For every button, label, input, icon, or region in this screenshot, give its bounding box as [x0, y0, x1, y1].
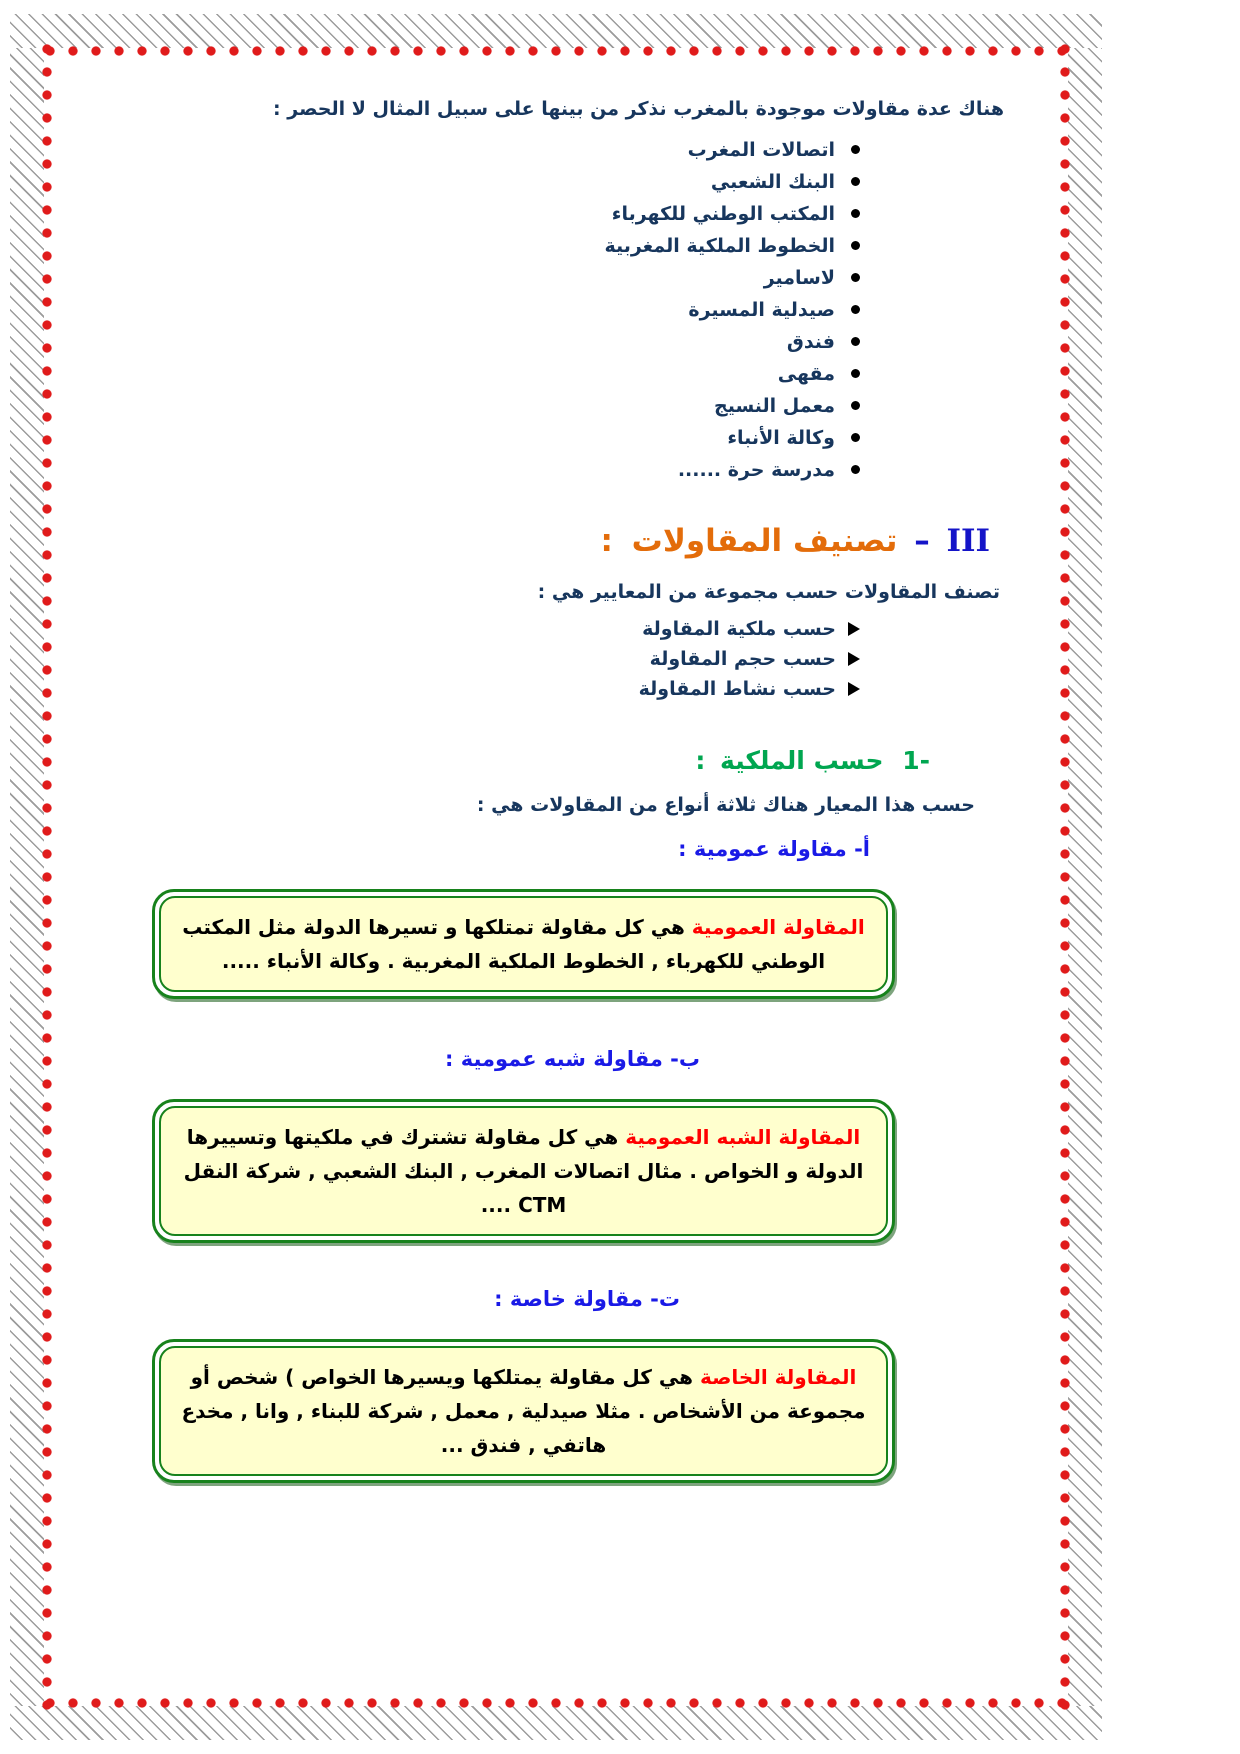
border-dots-bottom: [34, 1694, 1078, 1712]
criteria-item: حسب ملكية المقاولة: [110, 614, 860, 644]
section-numeral: III: [946, 523, 990, 559]
ownership-heading-number: 1-: [902, 746, 930, 775]
type-a-heading: أ- مقاولة عمومية :: [678, 837, 870, 861]
section-heading: [110, 520, 990, 562]
definition-lead: المقاولة الشبه العمومية: [625, 1125, 861, 1149]
ownership-heading-title: حسب الملكية: [720, 746, 884, 775]
definition-box-private: [152, 1339, 895, 1483]
company-item: الخطوط الملكية المغربية: [110, 230, 860, 262]
ownership-heading: [110, 744, 930, 778]
company-item: فندق: [110, 326, 860, 358]
type-c-heading: ت- مقاولة خاصة :: [494, 1287, 680, 1311]
section-dash: –: [914, 523, 930, 559]
section-title: تصنيف المقاولات: [631, 523, 898, 559]
company-item: المكتب الوطني للكهرباء: [110, 198, 860, 230]
criteria-list: [110, 614, 860, 704]
definition-box-private-inner: [159, 1346, 888, 1476]
definition-lead: المقاولة العمومية: [691, 915, 865, 939]
company-item: البنك الشعبي: [110, 166, 860, 198]
definition-lead: المقاولة الخاصة: [699, 1365, 857, 1389]
definition-text: هي كل مقاولة تمتلكها و تسيرها الدولة مثل المكتب الوطني للكهرباء , الخطوط الملكية المغربية . وكالة الأنباء .....: [182, 915, 826, 973]
company-item: مقهى: [110, 358, 860, 390]
document-content: [110, 96, 1010, 1483]
border-dots-right: [1056, 38, 1074, 1716]
definition-text: هي كل مقاولة تشترك في ملكيتها وتسييرها الدولة و الخواص . مثال اتصالات المغرب , البنك الشعبي , شركة النقل CTM ....: [183, 1125, 864, 1217]
section-colon: :: [600, 523, 613, 559]
company-list: [110, 134, 860, 486]
type-b-heading: ب- مقاولة شبه عمومية :: [445, 1047, 700, 1071]
company-item: اتصالات المغرب: [110, 134, 860, 166]
criteria-intro: تصنف المقاولات حسب مجموعة من المعايير هي :: [537, 581, 1000, 603]
intro-paragraph: هناك عدة مقاولات موجودة بالمغرب نذكر من بينها على سبيل المثال لا الحصر :: [273, 98, 1004, 120]
ownership-heading-colon: :: [695, 746, 706, 775]
company-item: صيدلية المسيرة: [110, 294, 860, 326]
company-item: لاسامير: [110, 262, 860, 294]
company-item: وكالة الأنباء: [110, 422, 860, 454]
definition-text: هي كل مقاولة يمتلكها ويسيرها الخواص ) شخص أو مجموعة من الأشخاص . مثلا صيدلية , معمل , شركة للبناء , وانا , مخدع هاتفي , فندق ...: [181, 1365, 866, 1457]
definition-box-semi-public-inner: [159, 1106, 888, 1236]
definition-box-semi-public: [152, 1099, 895, 1243]
criteria-item: حسب نشاط المقاولة: [110, 674, 860, 704]
company-item: مدرسة حرة ......: [110, 454, 860, 486]
border-dots-top: [34, 42, 1078, 60]
criteria-item: حسب حجم المقاولة: [110, 644, 860, 674]
company-item: معمل النسيج: [110, 390, 860, 422]
ownership-intro: حسب هذا المعيار هناك ثلاثة أنواع من المقاولات هي :: [476, 794, 975, 816]
border-dots-left: [38, 38, 56, 1716]
definition-box-public: [152, 889, 895, 999]
definition-box-public-inner: [159, 896, 888, 992]
